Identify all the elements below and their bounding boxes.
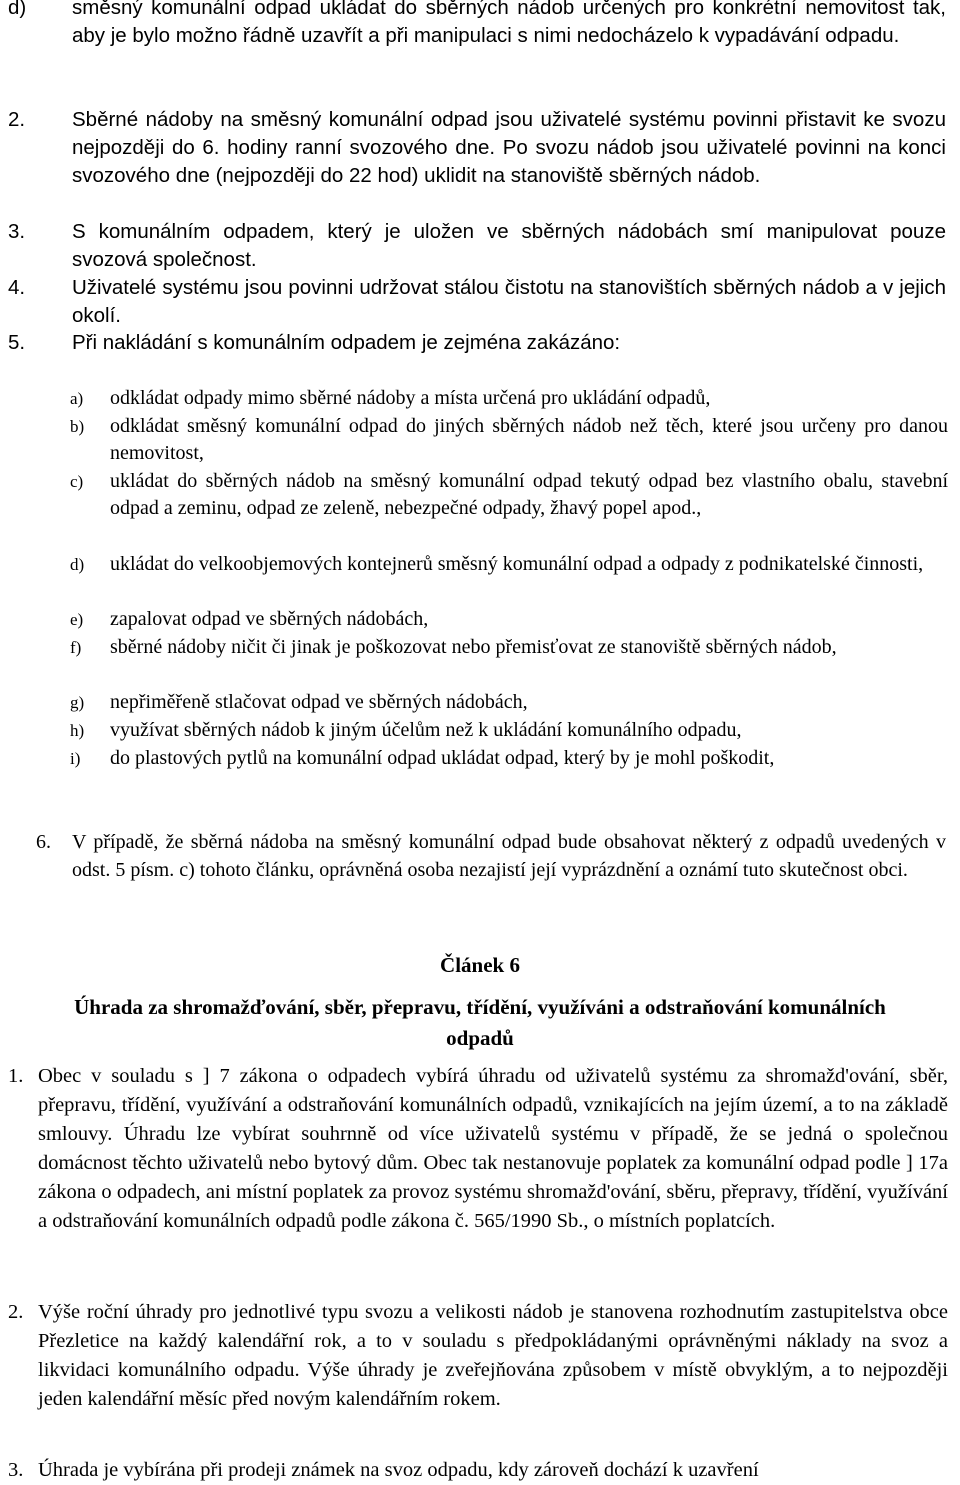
paragraph-2: [8, 106, 946, 190]
prohibition-label: g): [70, 693, 85, 712]
list-item-d-container: [8, 0, 946, 50]
prohibition-c: [36, 468, 948, 522]
paragraph-text: Sběrné nádoby na směsný komunální odpad jsou uživatelé systému povinni přistavit ke svozu nejpozději do 6. hodiny ranní svozového dne. Po svozu nádob jsou uživatelé povinni na konci svozového dne (nejpozději do 22 hod) uklidit na stanoviště sběrných nádob.: [72, 108, 946, 187]
paragraph-text: Výše roční úhrady pro jednotlivé typu svozu a velikosti nádob je stanovena rozhodnutím zastupitelstva obce Přezletice na každý kalendářní rok, a to v souladu s předpokládanými oprávněnými náklady na svoz a likvidaci komunálního odpadu. Výše úhrady je zveřejňována způsobem v místě obvyklým, a to nejpozději jeden kalendářní měsíc před novým kalendářním rokem.: [38, 1301, 948, 1410]
prohibition-label: b): [70, 417, 85, 436]
prohibition-label: c): [70, 472, 84, 491]
prohibition-text: do plastových pytlů na komunální odpad ukládat odpad, který by je mohl poškodit,: [110, 747, 775, 769]
paragraph-5: [8, 329, 946, 357]
paragraph-text: V případě, že sběrná nádoba na směsný komunální odpad bude obsahovat některý z odpadů uvedených v odst. 5 písm. c) tohoto článku, oprávněná osoba nezajistí její vyprázdnění a oznámí tuto skutečnost obci.: [72, 831, 946, 881]
paragraph-text: S komunálním odpadem, který je uložen ve sběrných nádobách smí manipulovat pouze svozová společnost.: [72, 220, 946, 271]
prohibition-text: sběrné nádoby ničit či jinak je poškozovat nebo přemisťovat ze stanoviště sběrných nádob,: [110, 636, 837, 658]
prohibition-h: [36, 717, 948, 744]
prohibition-text: odkládat směsný komunální odpad do jiných sběrných nádob než těch, které jsou určeny pro danou nemovitost,: [110, 415, 948, 464]
article-paragraph-3: [8, 1456, 948, 1485]
paragraph-text: Úhrada je vybírána při prodeji známek na svoz odpadu, kdy zároveň dochází k uzavření: [38, 1459, 759, 1481]
prohibition-text: zapalovat odpad ve sběrných nádobách,: [110, 608, 429, 630]
paragraph-number: 1.: [8, 1065, 24, 1087]
list-item-number: d): [8, 0, 27, 19]
prohibition-text: ukládat do velkoobjemových kontejnerů směsný komunální odpad a odpady z podnikatelské činnosti,: [110, 553, 924, 575]
prohibition-text: nepřiměřeně stlačovat odpad ve sběrných nádobách,: [110, 691, 528, 713]
paragraph-3: [8, 218, 946, 274]
paragraph-text: Obec v souladu s ] 7 zákona o odpadech vybírá úhradu od uživatelů systému za shromažd'ování, sběr, přepravu, třídění, využívání a odstraňování komunálních odpadů, vznikajících na jejím území, a to na základě smlouvy. Úhradu lze vybírat souhrnně od více uživatelů systému v případě, že se jedná o společnou domácnost těchto uživatelů nebo bytový dům. Obec tak nestanovuje poplatek za komunální odpad podle ] 17a zákona o odpadech, ani místní poplatek za provoz systému shromažd'ování, sběru, přepravy, třídění, využívání a odstraňování komunálních odpadů podle zákona č. 565/1990 Sb., o místních poplatcích.: [38, 1065, 948, 1232]
prohibition-label: a): [70, 389, 84, 408]
prohibition-a: [36, 385, 948, 412]
prohibition-f: [36, 634, 948, 661]
list-item-text: směsný komunální odpad ukládat do sběrných nádob určených pro konkrétní nemovitost tak, aby je bylo možno řádně uzavřít a při manipulaci s nimi nedocházelo k vypadávání odpadu.: [72, 0, 946, 47]
prohibition-label: f): [70, 638, 82, 657]
prohibition-text: odkládat odpady mimo sběrné nádoby a místa určená pro ukládání odpadů,: [110, 387, 711, 409]
paragraph-number: 3.: [8, 220, 26, 243]
paragraph-number: 2.: [8, 108, 26, 131]
paragraph-number: 4.: [8, 276, 26, 299]
paragraph-number: 5.: [8, 331, 26, 354]
paragraph-number: 2.: [8, 1301, 24, 1323]
prohibition-text: ukládat do sběrných nádob na směsný komunální odpad tekutý odpad bez vlastního obalu, stavební odpad a zeminu, odpad ze zeleně, nebezpečné odpady, žhavý popel apod.,: [110, 470, 948, 519]
paragraph-4: [8, 274, 946, 330]
article-paragraph-1: [8, 1062, 948, 1236]
prohibition-label: d): [70, 555, 85, 574]
prohibition-label: i): [70, 749, 81, 768]
article-heading: Článek 6: [440, 953, 520, 977]
prohibition-e: [36, 606, 948, 633]
paragraph-text: Uživatelé systému jsou povinni udržovat stálou čistotu na stanovištích sběrných nádob a v jejich okolí.: [72, 276, 946, 327]
paragraph-6: [36, 828, 946, 884]
prohibition-i: [36, 745, 948, 772]
prohibition-g: [36, 689, 948, 716]
article-title: Úhrada za shromažďování, sběr, přepravu, třídění, využíváni a odstraňování komunálních odpadů: [74, 995, 886, 1050]
prohibition-label: h): [70, 721, 85, 740]
paragraph-number: 3.: [8, 1459, 24, 1481]
article-paragraph-2: [8, 1298, 948, 1414]
prohibition-d: [36, 551, 948, 578]
paragraph-text: Při nakládání s komunálním odpadem je zejména zakázáno:: [72, 331, 621, 354]
prohibition-b: [36, 413, 948, 467]
paragraph-number: 6.: [36, 831, 51, 853]
prohibition-text: využívat sběrných nádob k jiným účelům než k ukládání komunálního odpadu,: [110, 719, 742, 741]
prohibition-label: e): [70, 610, 84, 629]
